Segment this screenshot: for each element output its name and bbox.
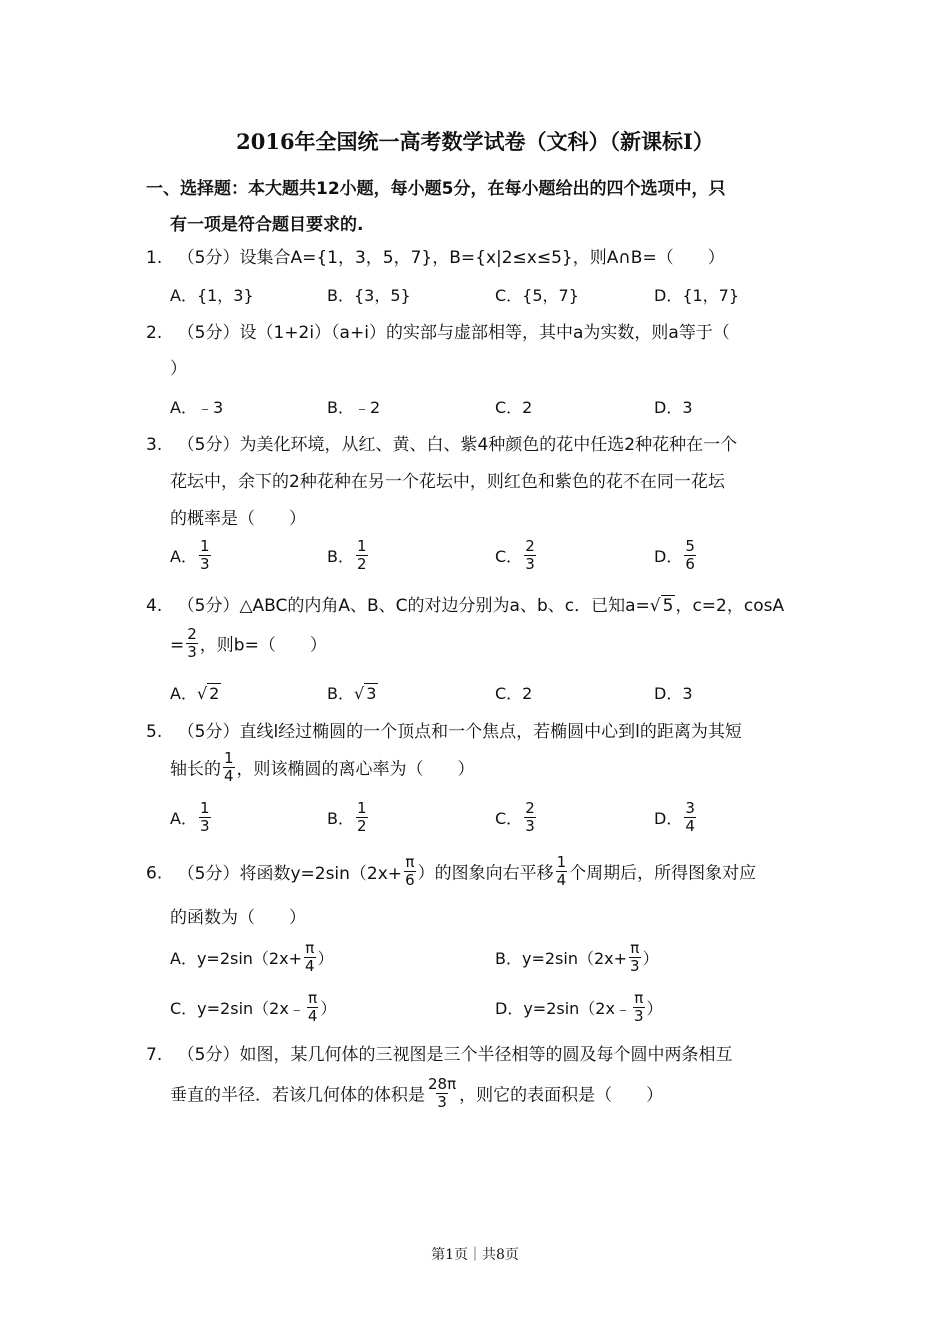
q5-text-line2: [170, 749, 475, 787]
question-text: （5分）如图，某几何体的三视图是三个半径相等的圆及每个圆中两条相互: [177, 1045, 733, 1065]
q1-option-c: C．{5，7}: [495, 286, 579, 305]
option-text-cont: ）: [646, 999, 663, 1018]
question-text: （5分）为美化环境，从红、黄、白、紫4种颜色的花中任选2种花种在一个: [177, 435, 738, 455]
fraction: [629, 940, 641, 975]
equals: =: [170, 635, 185, 656]
section-heading-line1: 一、选择题：本大题共12小题，每小题5分，在每小题给出的四个选项中，只: [146, 179, 726, 199]
q4-option-d: D．3: [654, 684, 693, 703]
q4-option-a: [170, 682, 221, 706]
numerator: 2: [525, 799, 535, 817]
question-2: [146, 321, 730, 345]
fraction: [556, 854, 568, 889]
option-label: A．: [170, 547, 197, 566]
denominator: 3: [633, 1007, 644, 1025]
q6-option-d: [495, 989, 663, 1027]
q2-option-b: B．﹣2: [327, 398, 381, 417]
numerator: 2: [187, 625, 197, 643]
radicand: 5: [662, 596, 674, 616]
question-text: （5分）直线l经过椭圆的一个顶点和一个焦点，若椭圆中心到l的距离为其短: [177, 722, 742, 742]
denominator: 3: [187, 643, 197, 661]
q2-text-line2: ）: [170, 359, 187, 379]
question-text: （5分）设集合A={1，3，5，7}，B={x|2≤x≤5}，则A∩B=（ ）: [177, 248, 725, 268]
numerator: 1: [199, 537, 210, 555]
q5-option-c: [495, 799, 538, 837]
denominator: 4: [685, 817, 695, 835]
option-label: A．: [170, 809, 197, 828]
question-5: [146, 720, 742, 744]
q3-text-line2: 花坛中，余下的2种花种在另一个花坛中，则红色和紫色的花不在同一花坛: [170, 472, 725, 492]
numerator: 1: [199, 799, 210, 817]
denominator: 4: [304, 957, 315, 975]
fraction: [186, 626, 198, 661]
question-number: 2.: [146, 323, 163, 343]
q2-option-a: A．﹣3: [170, 398, 224, 417]
page-footer: 第1页｜共8页: [431, 1247, 519, 1263]
denominator: 2: [356, 555, 367, 573]
q4-text-line2: [170, 625, 327, 663]
denominator: 6: [685, 555, 695, 573]
numerator: 1: [224, 749, 234, 767]
section-heading-line2: 有一项是符合题目要求的.: [170, 215, 364, 235]
option-text-cont: ）: [317, 949, 334, 968]
radicand: 3: [366, 684, 377, 703]
fraction: [304, 940, 316, 975]
numerator: 2: [525, 537, 535, 555]
numerator: 3: [685, 799, 695, 817]
radicand: 2: [209, 684, 220, 703]
numerator: π: [634, 989, 644, 1007]
question-text-cont: ，则它的表面积是（ ）: [459, 1085, 664, 1106]
numerator: 1: [356, 537, 367, 555]
option-label: B．: [327, 547, 354, 566]
option-label: B．: [327, 809, 354, 828]
question-text-cont: ，则该椭圆的离心率为（ ）: [236, 759, 475, 780]
option-label: A．: [170, 684, 197, 703]
fraction: [199, 800, 211, 835]
q5-option-b: [327, 799, 370, 837]
question-number: 1.: [146, 248, 163, 268]
denominator: 3: [525, 817, 535, 835]
fraction: [524, 800, 536, 835]
question-text-cont: ）的图象向右平移: [417, 863, 554, 884]
sqrt: √ 3: [353, 684, 377, 703]
denominator: 4: [224, 767, 234, 785]
q6-option-a: [170, 939, 334, 977]
numerator: 5: [685, 537, 695, 555]
q6-option-c: [170, 989, 337, 1027]
numerator: 1: [556, 853, 567, 871]
fraction: [684, 538, 696, 573]
question-6: [146, 853, 757, 891]
fraction: [356, 800, 368, 835]
question-7: [146, 1043, 732, 1067]
q1-option-d: D．{1，7}: [654, 286, 740, 305]
question-number: 3.: [146, 435, 163, 455]
numerator: π: [405, 853, 415, 871]
question-text: 轴长的: [170, 759, 221, 780]
option-label: D．: [654, 809, 683, 828]
question-number: 5.: [146, 722, 163, 742]
option-label: C．: [495, 809, 523, 828]
fraction: [524, 538, 536, 573]
option-text: A．y=2sin（2x+: [170, 949, 302, 968]
option-text: D．y=2sin（2x﹣: [495, 999, 631, 1018]
q3-option-d: [654, 537, 698, 575]
q3-option-a: [170, 537, 213, 575]
q4-option-b: [327, 682, 378, 706]
numerator: π: [308, 989, 318, 1007]
denominator: 3: [630, 957, 640, 975]
q2-option-d: D．3: [654, 398, 693, 417]
denominator: 3: [199, 817, 210, 835]
question-number: 6.: [146, 863, 163, 884]
denominator: 3: [199, 555, 210, 573]
option-text-cont: ）: [642, 949, 659, 968]
numerator: π: [630, 939, 640, 957]
q3-option-c: [495, 537, 538, 575]
denominator: 2: [356, 817, 367, 835]
question-text-cont: ，则b=（ ）: [199, 635, 327, 656]
option-label: C．: [495, 547, 523, 566]
fraction: [427, 1076, 457, 1111]
fraction: [356, 538, 368, 573]
q1-option-a: A．{1，3}: [170, 286, 254, 305]
numerator: π: [305, 939, 315, 957]
q3-text-line3: 的概率是（ ）: [170, 509, 306, 529]
option-text: C．y=2sin（2x﹣: [170, 999, 305, 1018]
q5-option-d: [654, 799, 698, 837]
option-label: D．: [654, 547, 683, 566]
q6-option-b: [495, 939, 659, 977]
question-4: [146, 594, 784, 618]
question-text: （5分）将函数y=2sin（2x+: [177, 863, 403, 884]
q6-text-line2: 的函数为（ ）: [170, 908, 306, 928]
denominator: 3: [525, 555, 535, 573]
q7-text-line2: [170, 1075, 664, 1113]
question-text: 垂直的半径．若该几何体的体积是: [170, 1085, 425, 1106]
fraction: [684, 800, 696, 835]
fraction: [307, 990, 319, 1025]
question-number: 7.: [146, 1045, 163, 1065]
q4-option-c: C．2: [495, 684, 533, 703]
question-text: （5分）△ABC的内角A、B、C的对边分别为a、b、c．已知a=: [177, 596, 650, 616]
question-text-cont: ，c=2，cosA: [675, 596, 785, 616]
fraction: [223, 750, 235, 785]
option-text-cont: ）: [320, 999, 337, 1018]
option-label: B．: [327, 684, 354, 703]
fraction: [199, 538, 211, 573]
numerator: 1: [356, 799, 367, 817]
q1-option-b: B．{3，5}: [327, 286, 411, 305]
denominator: 3: [437, 1093, 447, 1111]
numerator: 28π: [428, 1075, 457, 1093]
sqrt: √ 2: [196, 684, 220, 703]
option-text: B．y=2sin（2x+: [495, 949, 628, 968]
fraction: [404, 854, 416, 889]
q2-option-c: C．2: [495, 398, 533, 417]
page-title: 2016年全国统一高考数学试卷（文科）（新课标Ⅰ）: [236, 129, 714, 154]
sqrt: √ 5: [649, 596, 674, 616]
fraction: [633, 990, 645, 1025]
question-number: 4.: [146, 596, 163, 616]
question-text: （5分）设（1+2i）（a+i）的实部与虚部相等，其中a为实数，则a等于（: [177, 323, 730, 343]
q3-option-b: [327, 537, 370, 575]
denominator: 6: [405, 871, 415, 889]
question-text-cont: 个周期后，所得图象对应: [569, 863, 757, 884]
q5-option-a: [170, 799, 213, 837]
question-1: [146, 246, 725, 270]
question-3: [146, 433, 737, 457]
denominator: 4: [307, 1007, 318, 1025]
denominator: 4: [556, 871, 567, 889]
